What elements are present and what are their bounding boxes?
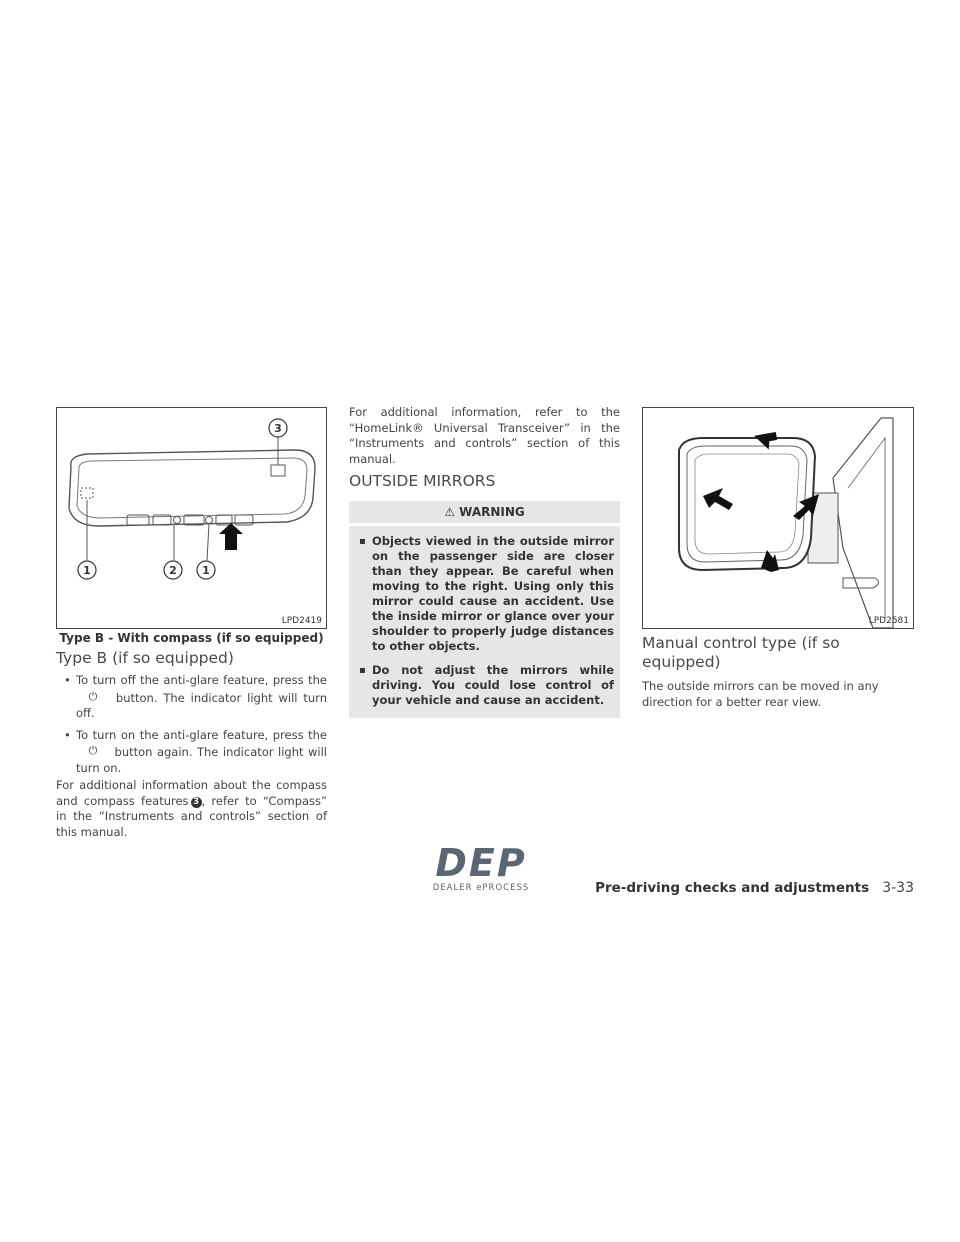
section-heading-outside-mirrors: OUTSIDE MIRRORS: [349, 472, 496, 490]
bullet-text: To turn off the anti-glare feature, press the: [76, 673, 327, 687]
figure-rearview-mirror: [56, 407, 327, 629]
compass-paragraph: [56, 778, 327, 840]
page-footer: [595, 877, 914, 896]
power-icon: ⏻: [88, 744, 98, 757]
manual-control-body: The outside mirrors can be moved in any direction for a better rear view.: [642, 679, 879, 709]
warning-title: WARNING: [459, 505, 525, 519]
bullet-text: button. The indicator light will turn off.: [76, 690, 328, 720]
warning-header: [349, 501, 620, 523]
bullet-turn-off: [56, 673, 327, 722]
figure-outside-mirror: [642, 407, 914, 629]
svg-text:2: 2: [169, 564, 177, 577]
arrow-icon: [219, 523, 243, 550]
warning-box: [349, 501, 620, 718]
power-icon: ⏻: [88, 689, 98, 703]
warning-item: ▪ Do not adjust the mirrors while driving. You could lose control of your vehicle and cause an accident.: [355, 663, 614, 708]
warning-item: ▪ Objects viewed in the outside mirror on the passenger side are closer than they appear. Be careful when moving to the right. Using only this mirror could cause an accident. Use the inside mirror or glance over your shoulder to properly judge distances to other objects.: [355, 534, 614, 654]
svg-text:1: 1: [83, 564, 91, 577]
paragraph-text: , refer to “Compass” in the “Instruments and controls” section of this manual.: [56, 793, 327, 839]
paragraph-text: For additional information about the compass and compass features: [56, 778, 327, 808]
figure-caption: Type B - With compass (if so equipped): [59, 631, 324, 645]
section-heading-type-b: Type B (if so equipped): [56, 649, 234, 667]
dealer-eprocess-logo: [418, 843, 544, 895]
svg-text:3: 3: [274, 422, 282, 435]
outside-mirror-illustration: [643, 408, 913, 628]
warning-icon: ⚠: [444, 505, 455, 519]
bullet-text: To turn on the anti-glare feature, press the: [76, 727, 327, 742]
logo-tagline: DEALER ePROCESS: [432, 883, 530, 893]
type-b-body: [56, 673, 327, 840]
page-number: 3-33: [882, 880, 914, 896]
svg-text:1: 1: [202, 564, 210, 577]
bullet-text: button again. The indicator light will turn on.: [76, 745, 328, 775]
bullet-turn-on: [56, 728, 327, 777]
section-heading-manual-control: Manual control type (if so equipped): [642, 634, 840, 671]
rearview-mirror-illustration: [57, 408, 326, 628]
homelink-paragraph: For additional information, refer to the “HomeLink® Universal Transceiver” in the “Instruments and controls” section of this manual.: [349, 405, 620, 466]
figure-code: LPD2419: [281, 616, 322, 626]
warning-body: [349, 526, 620, 718]
figure-code: LPD2581: [868, 616, 909, 626]
footer-chapter-title: Pre-driving checks and adjustments: [595, 880, 870, 896]
callout-3-inline: 3: [191, 797, 202, 808]
logo-mark: DEP: [435, 841, 527, 885]
